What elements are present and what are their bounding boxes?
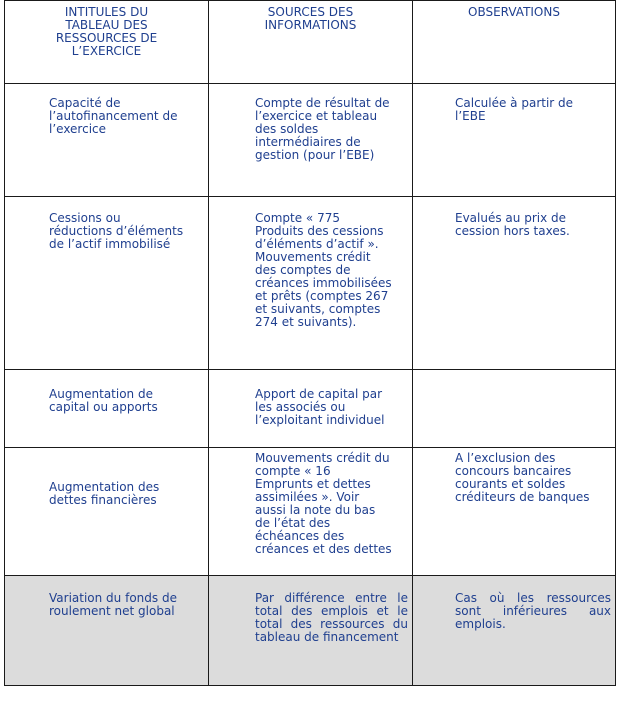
row-observations: Evalués au prix de cession hors taxes. — [455, 211, 570, 238]
row-intitule: Augmentation de capital ou apports — [49, 387, 158, 414]
header-observations: OBSERVATIONS — [468, 5, 560, 19]
row-sources: Apport de capital par les associés ou l’exploitant individuel — [255, 387, 385, 427]
row-intitule: Cessions ou réductions d’éléments de l’actif immobilisé — [49, 211, 184, 251]
row-intitule: Variation du fonds de roulement net global — [49, 591, 177, 618]
header-sources: SOURCES DES INFORMATIONS — [264, 5, 357, 32]
header-cell — [5, 1, 209, 84]
row-observations: Calculée à partir de l’EBE — [455, 96, 574, 123]
table-row — [5, 84, 616, 197]
row-sources: Compte « 775 Produits des cessions d’éléments d’actif ». Mouvements crédit des comptes de créances immobilisées et prêts (comptes 267 et suivants, comptes 274 et suivants). — [255, 211, 392, 329]
row-sources: Par différence entre le total des emplois et le total des ressources du tableau de financement — [255, 591, 408, 644]
table-row — [5, 448, 616, 576]
ressources-table — [4, 0, 616, 686]
row-sources: Mouvements crédit du compte « 16 Emprunts et dettes assimilées ». Voir aussi la note du bas de l’état des échéances des créances et des dettes — [255, 451, 392, 556]
row-observations: A l’exclusion des concours bancaires courants et soldes créditeurs de banques — [455, 451, 590, 504]
row-observations: Cas où les ressources sont inférieures aux emplois. — [455, 591, 611, 631]
row-sources: Compte de résultat de l’exercice et tableau des soldes intermédiaires de gestion (pour l’EBE) — [255, 96, 390, 162]
header-cell — [209, 1, 413, 84]
table-row — [5, 576, 616, 686]
row-observations — [413, 370, 615, 388]
table-row — [5, 370, 616, 448]
header-cell — [413, 1, 616, 84]
table-header-row — [5, 1, 616, 84]
row-intitule: Capacité de l’autofinancement de l’exercice — [49, 96, 178, 136]
table-row — [5, 197, 616, 370]
header-intitules: INTITULES DU TABLEAU DES RESSOURCES DE L’EXERCICE — [55, 5, 158, 58]
row-intitule: Augmentation des dettes financières — [49, 480, 160, 507]
